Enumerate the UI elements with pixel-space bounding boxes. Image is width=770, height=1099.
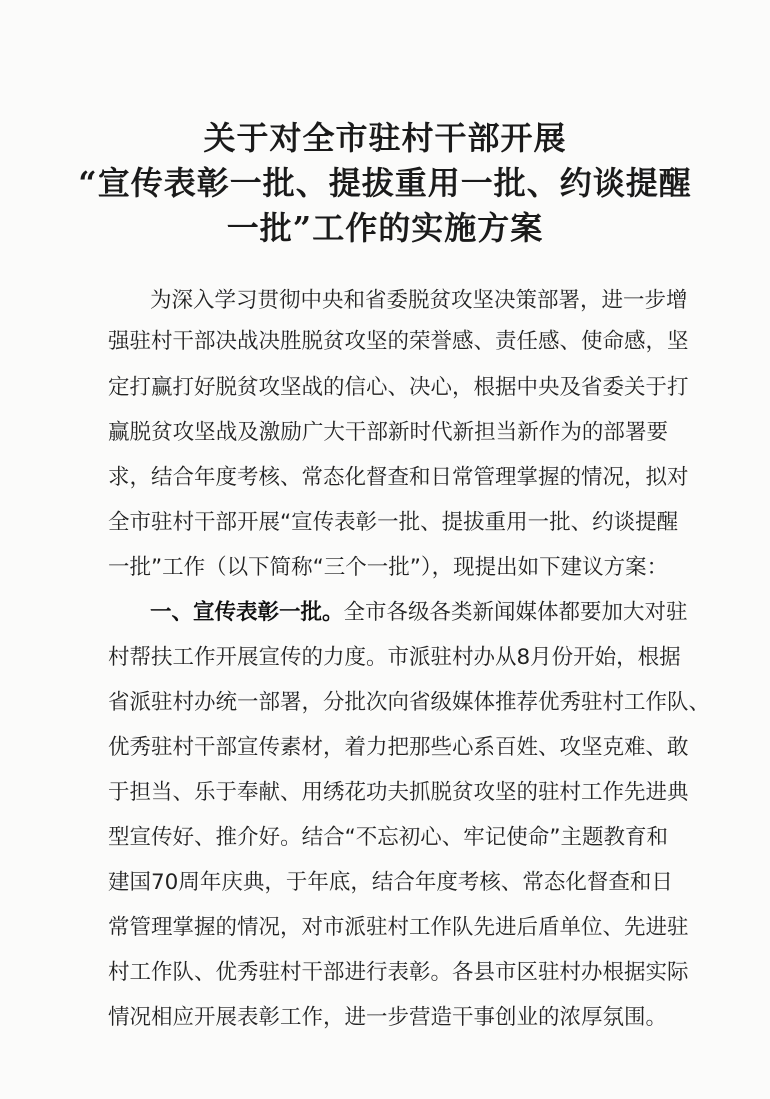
intro-line: 定打赢打好脱贫攻坚战的信心、决心，根据中央及省委关于打	[108, 375, 689, 400]
section-1-line: 于担当、乐于奉献、用绣花功夫抓脱贫攻坚的驻村工作先进典	[108, 780, 689, 805]
document-title-line-3: 一批”工作的实施方案	[226, 209, 544, 247]
document-title-line-1: 关于对全市驻村干部开展	[203, 119, 567, 157]
intro-line: 为深入学习贯彻中央和省委脱贫攻坚决策部署，进一步增	[150, 288, 688, 313]
section-1-line: 村工作队、优秀驻村干部进行表彰。各县市区驻村办根据实际	[108, 960, 689, 985]
section-1-first-line	[150, 598, 688, 628]
intro-line: 求，结合年度考核、常态化督查和日常管理掌握的情况，拟对	[108, 465, 689, 490]
section-1-line: 常管理掌握的情况，对市派驻村工作队先进后盾单位、先进驻	[108, 915, 689, 940]
section-1-line: 情况相应开展表彰工作，进一步营造干事创业的浓厚氛围。	[108, 1005, 668, 1030]
section-1-line: 优秀驻村干部宣传素材，着力把那些心系百姓、攻坚克难、敢	[108, 735, 689, 760]
section-1-line: 型宣传好、推介好。结合“不忘初心、牢记使命”主题教育和	[108, 825, 668, 850]
section-1-line: 建国70周年庆典，于年底，结合年度考核、常态化督查和日	[108, 870, 673, 895]
intro-line: 强驻村干部决战决胜脱贫攻坚的荣誉感、责任感、使命感，坚	[108, 329, 689, 354]
intro-line: 赢脱贫攻坚战及激励广大干部新时代新担当新作为的部署要	[108, 420, 668, 445]
intro-line: 全市驻村干部开展“宣传表彰一批、提拔重用一批、约谈提醒	[108, 510, 679, 535]
intro-line: 一批”工作（以下简称“三个一批”），现提出如下建议方案：	[108, 555, 669, 580]
section-1-line: 省派驻村办统一部署，分批次向省级媒体推荐优秀驻村工作队、	[108, 690, 711, 715]
section-1-heading: 一、宣传表彰一批。	[150, 600, 344, 625]
section-1-first-line-text: 全市各级各类新闻媒体都要加大对驻	[343, 600, 688, 625]
document-title-line-2: “宣传表彰一批、提拔重用一批、约谈提醒	[78, 164, 692, 202]
section-1-line: 村帮扶工作开展宣传的力度。市派驻村办从8月份开始，根据	[108, 645, 681, 670]
